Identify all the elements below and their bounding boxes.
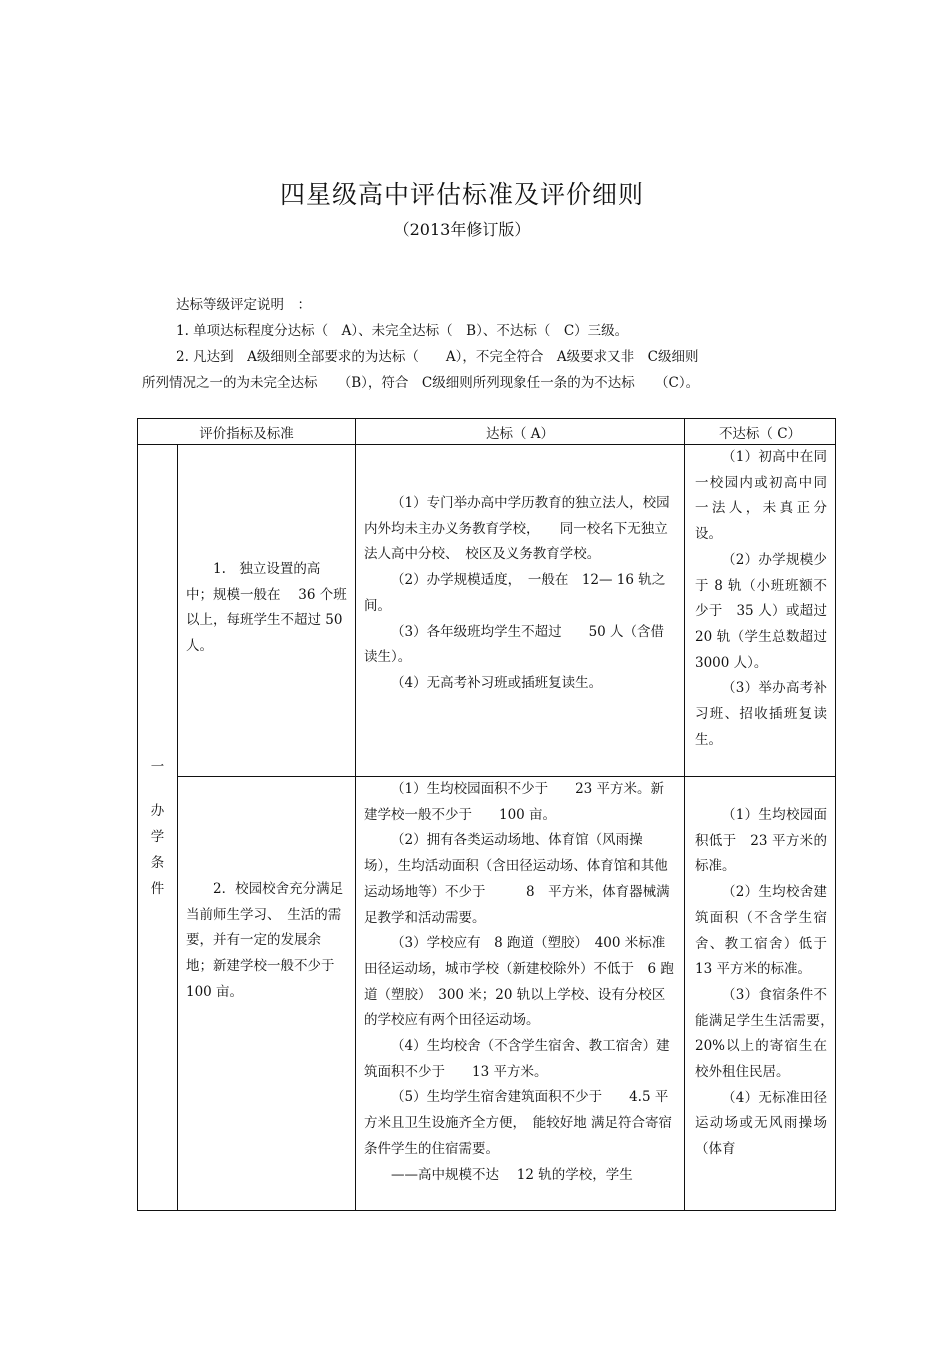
level-a-item: （2）办学规模适度， 一般在 12— 16 轨之间。 <box>364 572 666 614</box>
level-a-item: （5）生均学生宿舍建筑面积不少于 4.5 平方米且卫生设施齐全方便， 能较好地 满足符合寄宿条件学生的住宿需要。 <box>364 1089 673 1157</box>
document-title: 四星级高中评估标准及评价细则 <box>279 180 644 209</box>
category-char: 办 <box>150 802 165 819</box>
criteria-table <box>137 418 854 1211</box>
level-c-item: （1）生均校园面积低于 23 平方米的标准。 <box>695 807 827 875</box>
category-char: 学 <box>150 828 165 845</box>
level-a-item: （3）各年级班均学生不超过 50 人（含借读生）。 <box>364 623 665 666</box>
intro-line-2-cont: 所列情况之一的为未完全达标 （B），符合 C级细则所列现象任一条的为不达标 （C）。 <box>142 375 700 391</box>
level-c-item: （4）无标准田径运动场或无风雨操场（体育 <box>695 1089 827 1158</box>
level-c-item: （3）举办高考补习班、招收插班复读生。 <box>695 680 827 748</box>
level-c-item: （1）初高中在同一校园内或初高中同一法人，未真正分设。 <box>695 449 827 543</box>
category-cell <box>138 445 178 1211</box>
intro-line-2: 2. 凡达到 A级细则全部要求的为达标（ A），不完全符合 A级要求又非 C级细则 <box>176 349 699 365</box>
document-subtitle: （2013年修订版） <box>393 220 531 239</box>
level-a-item: （4）无高考补习班或插班复读生。 <box>391 674 603 691</box>
category-char: 条 <box>150 854 165 871</box>
header-level-c: 不达标（ C） <box>685 419 836 445</box>
level-c-item: （3）食宿条件不能满足学生生活需要， 20%以上的寄宿生在校外租住民居。 <box>695 986 841 1081</box>
table-row <box>138 777 836 1211</box>
intro-section <box>142 292 782 396</box>
level-a-item: （2）拥有各类运动场地、体育馆（风雨操场），生均活动面积（含田径运动场、体育馆和其他运动场地等）不少于 8 平方米，体育器械满足教学和活动需要。 <box>364 832 670 926</box>
level-a-item: （1）专门举办高中学历教育的独立法人，校园内外均未主办义务教育学校， 同一校名下无独立法人高中分校、 校区及义务教育学校。 <box>364 495 670 563</box>
criterion-cell <box>178 777 356 1211</box>
header-criteria: 评价指标及标准 <box>138 419 356 445</box>
level-a-item: （3）学校应有 8 跑道（塑胶） 400 米标准田径运动场，城市学校（新建校除外）不低于 6 跑道（塑胶） 300 米；20 轨以上学校、设有分校区的学校应有两个田径运动场。 <box>364 935 674 1029</box>
level-a-item: ——高中规模不达 12 轨的学校，学生 <box>391 1166 633 1183</box>
criterion-cell <box>178 445 356 777</box>
level-c-cell <box>685 777 841 1211</box>
intro-line-1: 1. 单项达标程度分达标（ A）、未完全达标（ B）、不达标（ C）三级。 <box>176 323 629 339</box>
category-char: 件 <box>150 880 165 897</box>
level-c-item: （2）办学规模少于 8 轨（小班班额不少于 35 人）或超过 20 轨（学生总数超过 3000 人）。 <box>695 551 854 671</box>
header-level-a: 达标（ A） <box>356 419 685 445</box>
intro-heading: 达标等级评定说明 ： <box>176 297 311 313</box>
level-c-cell <box>685 445 854 777</box>
criterion-text: 1. 独立设置的高中；规模一般在 36 个班以上，每班学生不超过 50 人。 <box>186 561 347 655</box>
level-c-item: （2）生均校舍建筑面积（不含学生宿舍、教工宿舍）低于 13 平方米的标准。 <box>695 884 841 978</box>
criterion-text: 2．校园校舍充分满足当前师生学习、 生活的需要，并有一定的发展余地；新建学校一般不少于 100 亩。 <box>186 881 348 1000</box>
table-header-row <box>138 419 836 445</box>
level-a-item: （1）生均校园面积不少于 23 平方米。新建学校一般不少于 100 亩。 <box>364 781 665 823</box>
table-row <box>138 445 836 777</box>
level-a-item: （4）生均校舍（不含学生宿舍、教工宿舍）建筑面积不少于 13 平方米。 <box>364 1038 670 1080</box>
level-a-cell <box>356 445 685 777</box>
level-a-cell <box>356 777 685 1211</box>
category-char: 一 <box>150 758 165 775</box>
